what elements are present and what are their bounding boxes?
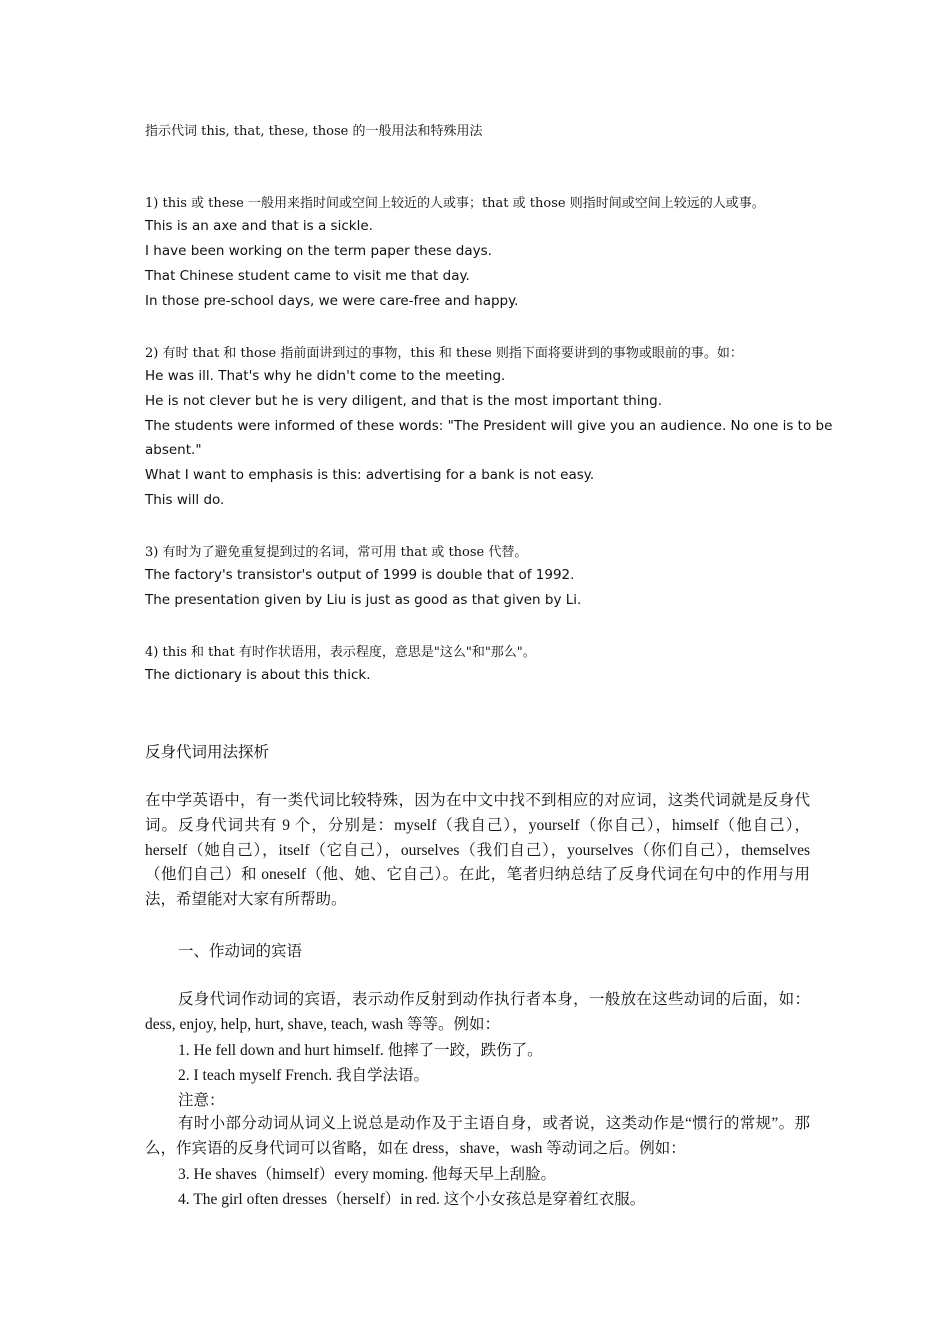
example-sentence: The presentation given by Liu is just as good as that given by Li. <box>145 592 582 608</box>
example-sentence: absent." <box>145 442 202 458</box>
example-sentence: In those pre-school days, we were care-free and happy. <box>145 293 519 309</box>
example-sentence: He was ill. That's why he didn't come to the meeting. <box>145 368 506 384</box>
example-sentence: 2. I teach myself French. 我自学法语。 <box>178 1067 429 1084</box>
note-label: 注意： <box>178 1092 225 1109</box>
example-sentence: The students were informed of these words: "The President will give you an audience. No one is to be <box>145 418 833 434</box>
example-sentence: 3. He shaves（himself）every moming. 他每天早上刮脸。 <box>178 1166 556 1183</box>
body-paragraph: 反身代词作动词的宾语，表示动作反射到动作执行者本身，一般放在这些动词的后面，如：dess, enjoy, help, hurt, shave, teach, wash 等等。例如： <box>145 991 810 1033</box>
point-1-heading: 1) this 或 these 一般用来指时间或空间上较近的人或事；that 或 those 则指时间或空间上较远的人或事。 <box>145 196 765 211</box>
example-sentence: The factory's transistor's output of 1999 is double that of 1992. <box>145 567 575 583</box>
example-sentence: 1. He fell down and hurt himself. 他摔了一跤，跌伤了。 <box>178 1042 543 1059</box>
example-sentence: 4. The girl often dresses（herself）in red. 这个小女孩总是穿着红衣服。 <box>178 1191 646 1208</box>
example-sentence: That Chinese student came to visit me that day. <box>145 268 470 284</box>
example-sentence: This is an axe and that is a sickle. <box>145 218 373 234</box>
example-sentence: This will do. <box>145 492 225 508</box>
point-3-heading: 3) 有时为了避免重复提到过的名词，常可用 that 或 those 代替。 <box>145 545 528 560</box>
point-2-heading: 2) 有时 that 和 those 指前面讲到过的事物，this 和 these 则指下面将要讲到的事物或眼前的事。如： <box>145 346 743 361</box>
example-sentence: He is not clever but he is very diligent, and that is the most important thing. <box>145 393 662 409</box>
section-title: 反身代词用法探析 <box>145 744 270 761</box>
example-sentence: What I want to emphasis is this: advertising for a bank is not easy. <box>145 467 595 483</box>
example-sentence: The dictionary is about this thick. <box>145 667 371 683</box>
note-paragraph: 有时小部分动词从词义上说总是动作及于主语自身，或者说，这类动作是“惯行的常规”。那么，作宾语的反身代词可以省略，如在 dress，shave，wash 等动词之后。例如： <box>145 1115 810 1157</box>
intro-paragraph: 在中学英语中，有一类代词比较特殊，因为在中文中找不到相应的对应词，这类代词就是反身代词。反身代词共有 9 个，分别是：myself（我自己），yourself（你自己），himself（他自己），herself（她自己），itself（它自己），ourselves（我们自己），yourselves（你们自己），themselves（他们自己）和 oneself（他、她、它自己）。在此，笔者归纳总结了反身代词在句中的作用与用法，希望能对大家有所帮助。 <box>145 792 810 909</box>
subheading: 一、作动词的宾语 <box>178 943 303 960</box>
section-title: 指示代词 this, that, these, those 的一般用法和特殊用法 <box>145 124 483 139</box>
point-4-heading: 4) this 和 that 有时作状语用，表示程度，意思是"这么"和"那么"。 <box>145 645 536 660</box>
example-sentence: I have been working on the term paper these days. <box>145 243 492 259</box>
